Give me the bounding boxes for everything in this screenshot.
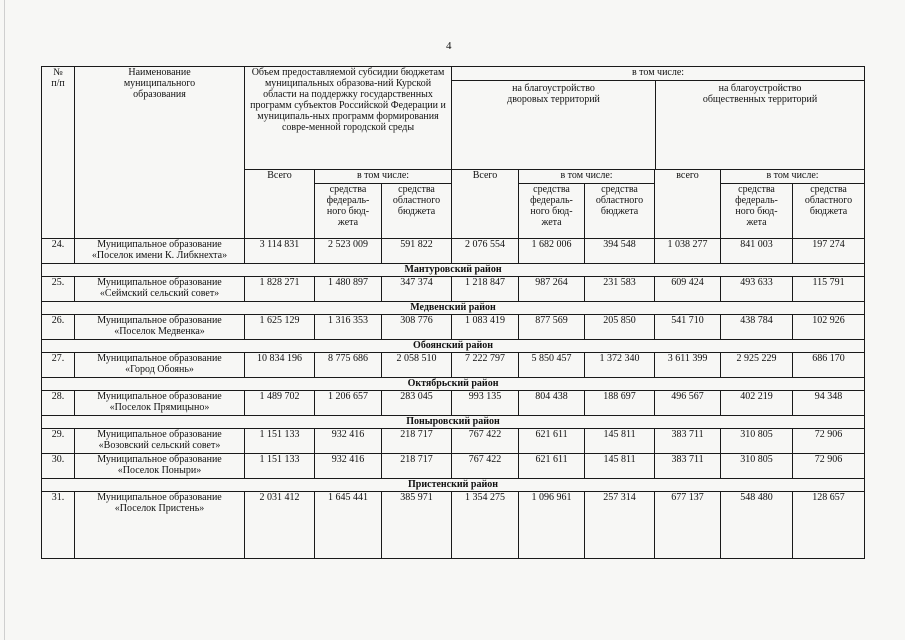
row-number: 24. [42, 239, 75, 264]
value-cell: 1 682 006 [519, 239, 585, 264]
value-cell: 548 480 [721, 492, 793, 559]
value-cell: 993 135 [452, 391, 519, 416]
municipality-name: Муниципальное образование «Поселок Медвенка» [75, 315, 245, 340]
municipality-name: Муниципальное образование «Сеймский сельский совет» [75, 277, 245, 302]
header-volume: Объем предоставляемой субсидии бюджетам муниципальных образова-ний Курской области на поддержку государственных программ субъектов Российской Федерации и муниципаль-ных программ формирования совре-менной городской среды [245, 67, 452, 170]
table-row [42, 454, 865, 479]
scan-edge [4, 0, 5, 640]
value-cell: 767 422 [452, 454, 519, 479]
municipality-name: Муниципальное образование «Поселок Прямицыно» [75, 391, 245, 416]
value-cell: 197 274 [793, 239, 865, 264]
district-label: Октябрьский район [42, 378, 865, 391]
header-number: № п/п [42, 67, 75, 239]
value-cell: 94 348 [793, 391, 865, 416]
value-cell: 496 567 [655, 391, 721, 416]
header-regional: средства областного бюджета [382, 184, 452, 239]
value-cell: 1 489 702 [245, 391, 315, 416]
value-cell: 347 374 [382, 277, 452, 302]
value-cell: 591 822 [382, 239, 452, 264]
subsidy-table [41, 66, 865, 559]
value-cell: 2 925 229 [721, 353, 793, 378]
value-cell: 72 906 [793, 454, 865, 479]
header-public: на благоустройство общественных территорий [702, 83, 818, 105]
district-label: Пристенский район [42, 479, 865, 492]
value-cell: 2 031 412 [245, 492, 315, 559]
value-cell: 1 206 657 [315, 391, 382, 416]
value-cell: 383 711 [655, 429, 721, 454]
municipality-name: Муниципальное образование «Поселок имени К. Либкнехта» [75, 239, 245, 264]
value-cell: 310 805 [721, 454, 793, 479]
header-regional-courtyard: средства областного бюджета [585, 184, 655, 239]
table-row [42, 429, 865, 454]
value-cell: 621 611 [519, 454, 585, 479]
value-cell: 1 828 271 [245, 277, 315, 302]
value-cell: 1 625 129 [245, 315, 315, 340]
table-row [42, 391, 865, 416]
value-cell: 205 850 [585, 315, 655, 340]
value-cell: 231 583 [585, 277, 655, 302]
value-cell: 1 316 353 [315, 315, 382, 340]
value-cell: 1 151 133 [245, 454, 315, 479]
value-cell: 402 219 [721, 391, 793, 416]
header-sub-in-that-public: в том числе: [721, 170, 865, 184]
district-row [42, 416, 865, 429]
value-cell: 1 480 897 [315, 277, 382, 302]
header-federal: средства федераль- ного бюд- жета [315, 184, 382, 239]
value-cell: 987 264 [519, 277, 585, 302]
header-sub-in-that-courtyard: в том числе: [519, 170, 655, 184]
table-row [42, 492, 865, 559]
table-row [42, 315, 865, 340]
value-cell: 1 151 133 [245, 429, 315, 454]
value-cell: 804 438 [519, 391, 585, 416]
value-cell: 188 697 [585, 391, 655, 416]
value-cell: 1 038 277 [655, 239, 721, 264]
district-row [42, 340, 865, 353]
row-number: 31. [42, 492, 75, 559]
value-cell: 2 058 510 [382, 353, 452, 378]
header-sub-in-that: в том числе: [315, 170, 452, 184]
value-cell: 145 811 [585, 454, 655, 479]
district-label: Обоянский район [42, 340, 865, 353]
value-cell: 877 569 [519, 315, 585, 340]
header-total-public: всего [655, 170, 721, 239]
value-cell: 2 523 009 [315, 239, 382, 264]
value-cell: 609 424 [655, 277, 721, 302]
value-cell: 383 711 [655, 454, 721, 479]
value-cell: 932 416 [315, 454, 382, 479]
value-cell: 3 114 831 [245, 239, 315, 264]
district-label: Мантуровский район [42, 264, 865, 277]
value-cell: 686 170 [793, 353, 865, 378]
value-cell: 1 354 275 [452, 492, 519, 559]
district-label: Медвенский район [42, 302, 865, 315]
value-cell: 677 137 [655, 492, 721, 559]
value-cell: 621 611 [519, 429, 585, 454]
header-courtyard: на благоустройство дворовых территорий [452, 81, 656, 169]
district-label: Поныровский район [42, 416, 865, 429]
table-row [42, 239, 865, 264]
value-cell: 115 791 [793, 277, 865, 302]
header-federal-public: средства федераль- ного бюд- жета [721, 184, 793, 239]
row-number: 27. [42, 353, 75, 378]
value-cell: 5 850 457 [519, 353, 585, 378]
value-cell: 841 003 [721, 239, 793, 264]
header-total-courtyard: Всего [452, 170, 519, 239]
row-number: 30. [42, 454, 75, 479]
value-cell: 1 372 340 [585, 353, 655, 378]
header-regional-public: средства областного бюджета [793, 184, 865, 239]
value-cell: 7 222 797 [452, 353, 519, 378]
value-cell: 767 422 [452, 429, 519, 454]
municipality-name: Муниципальное образование «Поселок Поныри» [75, 454, 245, 479]
header-total: Всего [245, 170, 315, 239]
value-cell: 1 083 419 [452, 315, 519, 340]
value-cell: 218 717 [382, 454, 452, 479]
value-cell: 493 633 [721, 277, 793, 302]
value-cell: 102 926 [793, 315, 865, 340]
header-federal-courtyard: средства федераль- ного бюд- жета [519, 184, 585, 239]
value-cell: 1 218 847 [452, 277, 519, 302]
value-cell: 72 906 [793, 429, 865, 454]
district-row [42, 378, 865, 391]
row-number: 28. [42, 391, 75, 416]
value-cell: 8 775 686 [315, 353, 382, 378]
district-row [42, 479, 865, 492]
row-number: 26. [42, 315, 75, 340]
municipality-name: Муниципальное образование «Поселок Пристень» [75, 492, 245, 559]
value-cell: 283 045 [382, 391, 452, 416]
value-cell: 541 710 [655, 315, 721, 340]
municipality-name: Муниципальное образование «Возовский сельский совет» [75, 429, 245, 454]
value-cell: 218 717 [382, 429, 452, 454]
table-row [42, 277, 865, 302]
header-in-that-label: в том числе: [452, 67, 864, 81]
header-in-that-number [452, 67, 865, 170]
district-row [42, 264, 865, 277]
district-row [42, 302, 865, 315]
value-cell: 394 548 [585, 239, 655, 264]
value-cell: 1 096 961 [519, 492, 585, 559]
page-number: 4 [446, 40, 452, 52]
value-cell: 2 076 554 [452, 239, 519, 264]
header-name: Наименование муниципального образования [75, 67, 245, 239]
table-row [42, 353, 865, 378]
value-cell: 385 971 [382, 492, 452, 559]
value-cell: 932 416 [315, 429, 382, 454]
row-number: 29. [42, 429, 75, 454]
value-cell: 308 776 [382, 315, 452, 340]
value-cell: 257 314 [585, 492, 655, 559]
value-cell: 1 645 441 [315, 492, 382, 559]
value-cell: 128 657 [793, 492, 865, 559]
municipality-name: Муниципальное образование «Город Обоянь» [75, 353, 245, 378]
value-cell: 10 834 196 [245, 353, 315, 378]
row-number: 25. [42, 277, 75, 302]
value-cell: 3 611 399 [655, 353, 721, 378]
value-cell: 438 784 [721, 315, 793, 340]
value-cell: 145 811 [585, 429, 655, 454]
value-cell: 310 805 [721, 429, 793, 454]
